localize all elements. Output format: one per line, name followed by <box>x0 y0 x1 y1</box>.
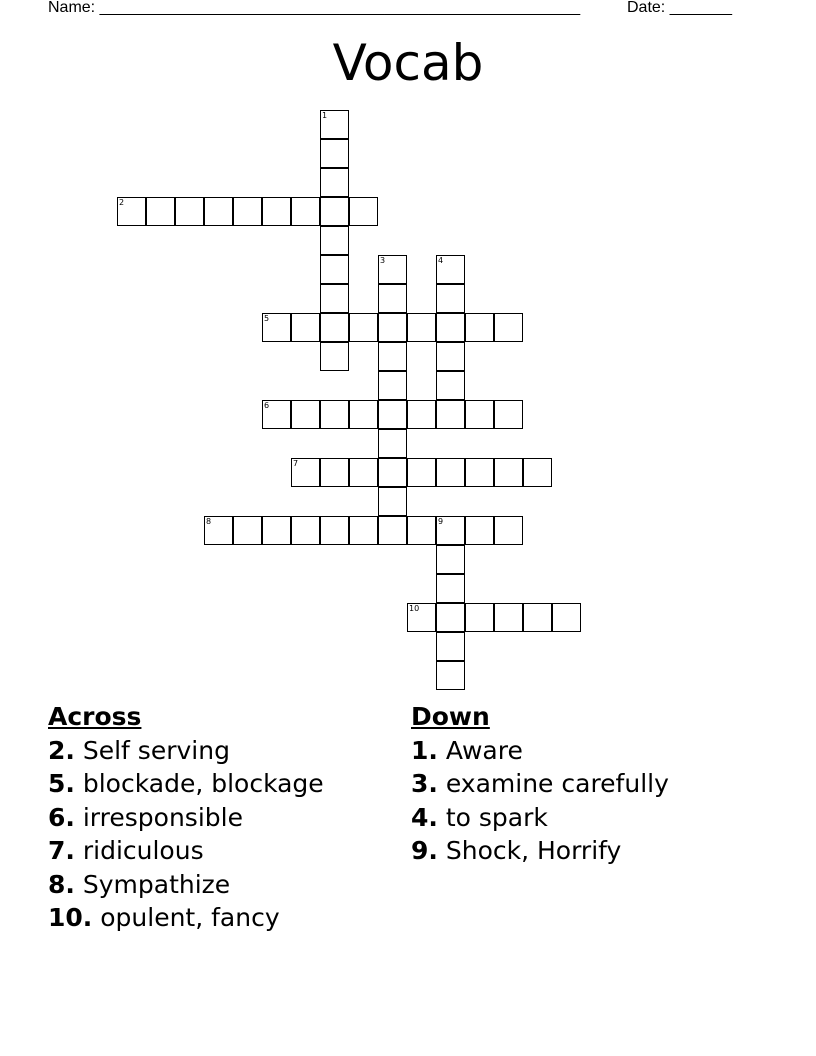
crossword-cell[interactable] <box>378 458 407 487</box>
clue-number: 4 <box>438 256 444 265</box>
crossword-cell[interactable] <box>378 487 407 516</box>
clue-across-8: 8. Sympathize <box>48 869 231 899</box>
crossword-cell[interactable] <box>349 197 378 226</box>
crossword-cell[interactable] <box>349 516 378 545</box>
crossword-cell[interactable] <box>436 284 465 313</box>
clue-across-10: 10. opulent, fancy <box>48 903 280 932</box>
crossword-cell[interactable] <box>291 458 320 487</box>
clue-down-3: 3. examine carefully <box>411 769 669 798</box>
crossword-cell[interactable] <box>378 371 407 400</box>
crossword-cell[interactable] <box>204 197 233 226</box>
crossword-cell[interactable] <box>436 603 465 632</box>
crossword-cell[interactable] <box>465 400 494 429</box>
crossword-cell[interactable] <box>291 516 320 545</box>
crossword-cell[interactable] <box>349 400 378 429</box>
crossword-cell[interactable] <box>436 255 465 284</box>
crossword-cell[interactable] <box>262 516 291 545</box>
crossword-cell[interactable] <box>494 400 523 429</box>
crossword-cell[interactable] <box>378 400 407 429</box>
crossword-cell[interactable] <box>262 400 291 429</box>
clue-number: 5 <box>264 314 270 323</box>
crossword-cell[interactable] <box>494 516 523 545</box>
crossword-cell[interactable] <box>523 603 552 632</box>
crossword-cell[interactable] <box>407 400 436 429</box>
crossword-cell[interactable] <box>436 661 465 690</box>
crossword-cell[interactable] <box>494 603 523 632</box>
crossword-cell[interactable] <box>378 313 407 342</box>
crossword-cell[interactable] <box>291 197 320 226</box>
crossword-cell[interactable] <box>117 197 146 226</box>
crossword-cell[interactable] <box>465 603 494 632</box>
page-title: Vocab <box>332 34 484 92</box>
crossword-cell[interactable] <box>378 255 407 284</box>
crossword-cell[interactable] <box>320 284 349 313</box>
clue-number: 9 <box>438 517 444 526</box>
crossword-cell[interactable] <box>320 110 349 139</box>
crossword-cell[interactable] <box>436 313 465 342</box>
crossword-cell[interactable] <box>378 284 407 313</box>
crossword-cell[interactable] <box>436 400 465 429</box>
crossword-cell[interactable] <box>494 313 523 342</box>
crossword-cell[interactable] <box>378 342 407 371</box>
crossword-cell[interactable] <box>465 458 494 487</box>
crossword-cell[interactable] <box>320 458 349 487</box>
crossword-cell[interactable] <box>494 458 523 487</box>
clue-number: 6 <box>264 401 270 410</box>
crossword-cell[interactable] <box>436 545 465 574</box>
crossword-cell[interactable] <box>262 197 291 226</box>
down-heading: Down <box>411 702 490 731</box>
clue-number: 8 <box>206 517 212 526</box>
across-clues <box>48 700 324 935</box>
crossword-cell[interactable] <box>204 516 233 545</box>
crossword-cell[interactable] <box>436 458 465 487</box>
crossword-cell[interactable] <box>320 168 349 197</box>
clue-number: 10 <box>409 604 420 613</box>
crossword-cell[interactable] <box>320 255 349 284</box>
clue-number: 1 <box>322 111 328 120</box>
clue-number: 7 <box>293 459 299 468</box>
clue-across-2: 2. Self serving <box>48 735 230 765</box>
down-clues <box>411 700 669 868</box>
crossword-cell[interactable] <box>465 516 494 545</box>
crossword-cell[interactable] <box>378 429 407 458</box>
crossword-cell[interactable] <box>552 603 581 632</box>
crossword-cell[interactable] <box>320 400 349 429</box>
crossword-cell[interactable] <box>349 313 378 342</box>
crossword-cell[interactable] <box>436 371 465 400</box>
crossword-cell[interactable] <box>436 516 465 545</box>
crossword-cell[interactable] <box>407 458 436 487</box>
crossword-cell[interactable] <box>320 313 349 342</box>
clue-number: 3 <box>380 256 386 265</box>
across-heading: Across <box>48 702 142 731</box>
clue-number: 2 <box>119 198 125 207</box>
clue-across-6: 6. irresponsible <box>48 802 243 832</box>
clue-down-4: 4. to spark <box>411 802 548 832</box>
crossword-cell[interactable] <box>320 226 349 255</box>
crossword-cell[interactable] <box>465 313 494 342</box>
clue-down-9: 9. Shock, Horrify <box>411 836 622 865</box>
name-field-label: Name: ______________________________________________________ <box>48 0 581 16</box>
crossword-cell[interactable] <box>320 342 349 371</box>
crossword-cell[interactable] <box>291 400 320 429</box>
crossword-cell[interactable] <box>436 632 465 661</box>
date-field-label: Date: _______ <box>627 0 732 16</box>
crossword-cell[interactable] <box>233 197 262 226</box>
crossword-cell[interactable] <box>320 139 349 168</box>
crossword-cell[interactable] <box>262 313 291 342</box>
crossword-cell[interactable] <box>378 516 407 545</box>
crossword-cell[interactable] <box>436 342 465 371</box>
crossword-cell[interactable] <box>349 458 378 487</box>
clue-across-7: 7. ridiculous <box>48 836 204 865</box>
crossword-cell[interactable] <box>523 458 552 487</box>
crossword-cell[interactable] <box>320 197 349 226</box>
clue-down-1: 1. Aware <box>411 735 523 765</box>
crossword-cell[interactable] <box>233 516 262 545</box>
crossword-cell[interactable] <box>291 313 320 342</box>
crossword-cell[interactable] <box>146 197 175 226</box>
crossword-cell[interactable] <box>407 516 436 545</box>
crossword-cell[interactable] <box>407 603 436 632</box>
crossword-cell[interactable] <box>407 313 436 342</box>
crossword-cell[interactable] <box>436 574 465 603</box>
crossword-cell[interactable] <box>320 516 349 545</box>
clue-across-5: 5. blockade, blockage <box>48 769 324 798</box>
crossword-cell[interactable] <box>175 197 204 226</box>
